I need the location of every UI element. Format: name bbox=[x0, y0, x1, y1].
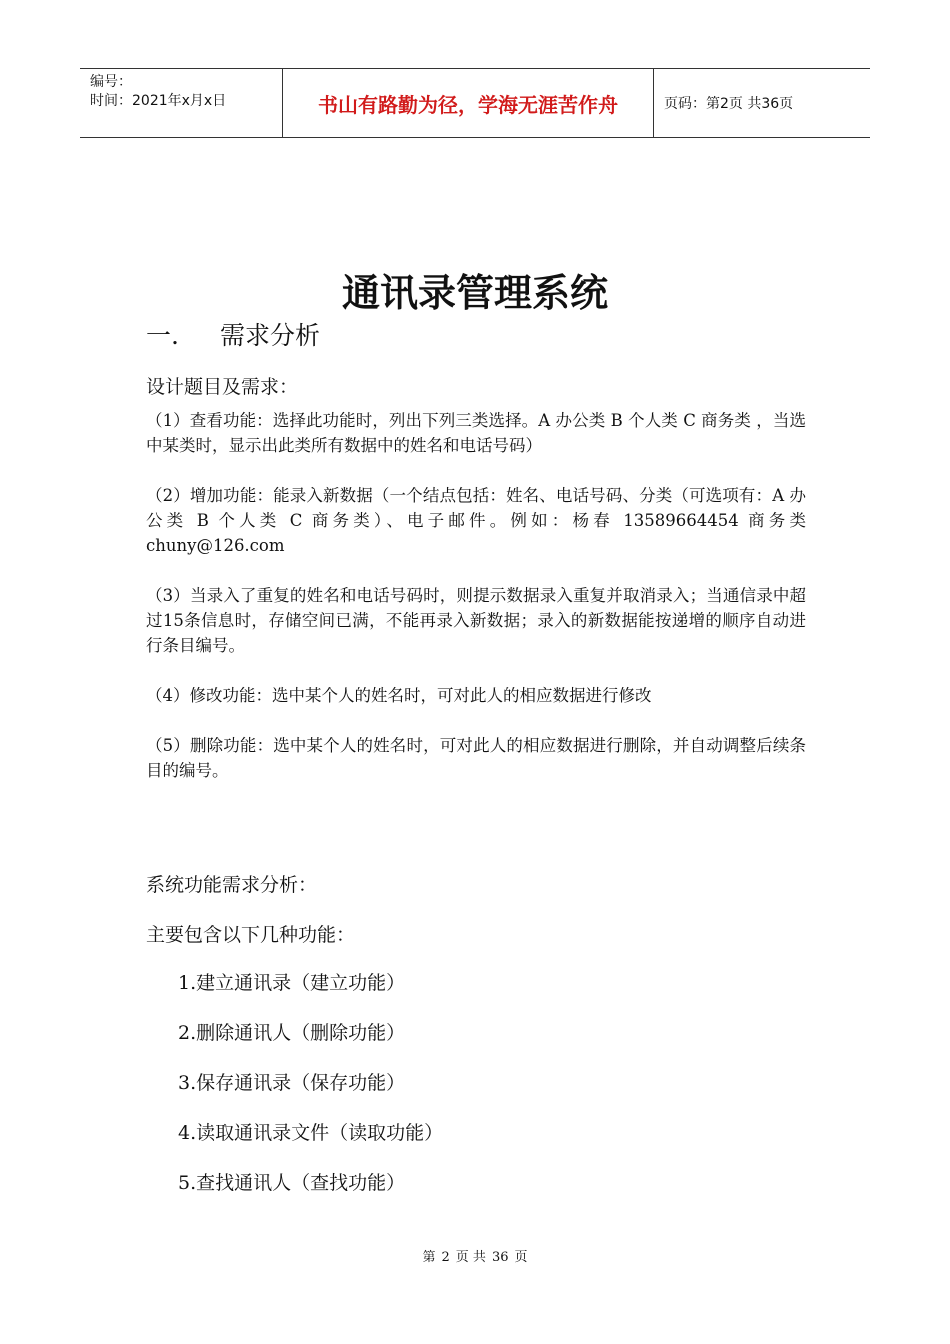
design-heading: 设计题目及需求： bbox=[146, 376, 299, 398]
requirement-1: （1）查看功能：选择此功能时，列出下列三类选择。A 办公类 B 个人类 C 商务类 ，当选中某类时，显示出此类所有数据中的姓名和电话号码） bbox=[146, 411, 806, 455]
function-item: 2.删除通讯人（删除功能） bbox=[178, 1022, 406, 1044]
requirement-3: （3）当录入了重复的姓名和电话号码时，则提示数据录入重复并取消录入；当通信录中超过15条信息时，存储空间已满，不能再录入新数据；录入的新数据能按递增的顺序自动进行条目编号。 bbox=[146, 586, 806, 655]
footer-suffix: 页 bbox=[514, 1250, 528, 1265]
motto: 书山有路勤为径，学海无涯苦作舟 bbox=[318, 92, 618, 117]
footer-mid: 页 共 bbox=[455, 1250, 486, 1265]
section-number: 一. bbox=[146, 321, 179, 350]
footer-total: 36 bbox=[491, 1250, 509, 1265]
document-title: 通讯录管理系统 bbox=[341, 270, 608, 315]
page-label: 页码：第2页 共36页 bbox=[664, 96, 794, 112]
function-item: 4.读取通讯录文件（读取功能） bbox=[178, 1122, 444, 1144]
function-item: 5.查找通讯人（查找功能） bbox=[178, 1172, 406, 1194]
footer-prefix: 第 bbox=[422, 1250, 436, 1265]
page-header bbox=[80, 68, 870, 138]
requirement-5: （5）删除功能：选中某个人的姓名时，可对此人的相应数据进行删除，并自动调整后续条目的编号。 bbox=[146, 736, 806, 780]
footer-page: 2 bbox=[441, 1250, 450, 1265]
header-motto-cell bbox=[282, 69, 654, 137]
section-title: 需求分析 bbox=[220, 321, 321, 350]
function-item: 3.保存通讯录（保存功能） bbox=[178, 1072, 406, 1094]
function-item: 1.建立通讯录（建立功能） bbox=[178, 972, 406, 994]
system-heading: 系统功能需求分析： bbox=[146, 874, 318, 896]
page-footer bbox=[0, 1246, 950, 1265]
section-heading bbox=[146, 316, 320, 352]
header-page-cell bbox=[654, 69, 870, 137]
main-heading: 主要包含以下几种功能： bbox=[146, 924, 356, 946]
requirement-4: （4）修改功能：选中某个人的姓名时，可对此人的相应数据进行修改 bbox=[146, 686, 652, 705]
time-label: 时间：2021年x月x日 bbox=[90, 93, 227, 109]
number-label: 编号： bbox=[90, 74, 132, 90]
requirement-2: （2）增加功能：能录入新数据（一个结点包括：姓名、电话号码、分类（可选项有：A 办公类 B 个人类 C 商务类）、电子邮件。例如：杨春 13589664454 商务类 chuny@126.com bbox=[146, 486, 806, 555]
header-left-cell bbox=[80, 69, 282, 137]
